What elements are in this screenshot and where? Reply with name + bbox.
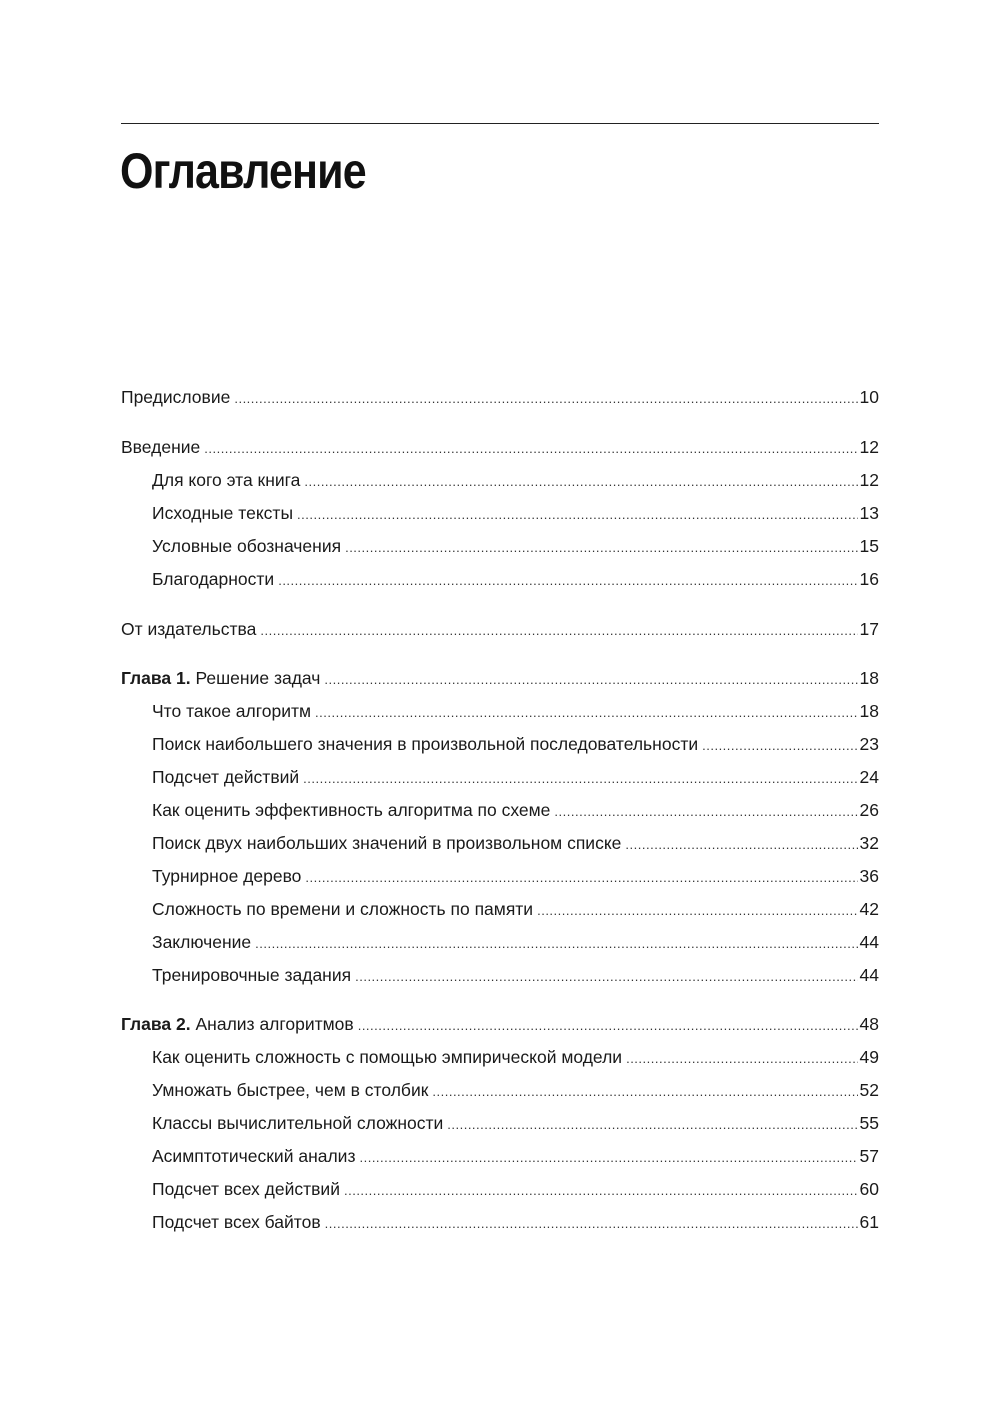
toc-page-number: 10 — [859, 387, 879, 407]
toc-entry-label — [121, 1011, 354, 1037]
toc-entry-title: Умножать быстрее, чем в столбик — [152, 1080, 429, 1100]
toc-entry-label — [152, 797, 550, 823]
toc-entry-title: Для кого эта книга — [152, 470, 301, 490]
toc-page-number: 23 — [859, 734, 879, 754]
toc-page-number: 44 — [859, 932, 879, 952]
toc-section-entry[interactable] — [152, 797, 879, 823]
toc-entry-label — [152, 731, 698, 757]
toc-entry-label — [152, 1110, 443, 1136]
toc-dot-leader — [702, 733, 857, 759]
toc-page-number: 57 — [859, 1146, 879, 1166]
toc-entry-title: Условные обозначения — [152, 536, 342, 556]
toc-entry-title: Подсчет действий — [152, 767, 300, 787]
toc-page-number: 36 — [859, 866, 879, 886]
toc-page-number: 18 — [859, 701, 879, 721]
toc-entry-label — [152, 467, 300, 493]
toc-section-entry[interactable] — [152, 1209, 879, 1235]
toc-dot-leader — [554, 799, 857, 825]
toc-entry-title: Заключение — [152, 932, 252, 952]
toc-entry-title: Турнирное дерево — [152, 866, 302, 886]
toc-entry-label — [152, 764, 299, 790]
toc-page-number: 12 — [859, 470, 879, 490]
toc-entry-label — [152, 1044, 622, 1070]
toc-chapter-entry[interactable] — [121, 1011, 879, 1037]
toc-dot-leader — [303, 766, 857, 792]
toc-chapter-number: Глава 1. — [121, 668, 191, 688]
toc-chapter-entry[interactable] — [121, 665, 879, 691]
toc-entry-title: Исходные тексты — [152, 503, 294, 523]
toc-section-entry[interactable] — [152, 764, 879, 790]
toc-entry-label — [152, 896, 533, 922]
toc-page-number: 12 — [859, 437, 879, 457]
toc-section-entry[interactable] — [152, 896, 879, 922]
toc-section-entry[interactable] — [152, 929, 879, 955]
toc-dot-leader — [315, 700, 857, 726]
toc-page-number: 17 — [859, 619, 879, 639]
toc-entry-label — [121, 616, 256, 642]
toc-page-number: 55 — [859, 1113, 879, 1133]
toc-entry-title: Как оценить эффективность алгоритма по схеме — [152, 800, 551, 820]
toc-dot-leader — [432, 1079, 857, 1105]
toc-page-number: 26 — [859, 800, 879, 820]
toc-entry-label — [121, 384, 230, 410]
toc-page-number: 49 — [859, 1047, 879, 1067]
toc-entry-title: Предисловие — [121, 387, 231, 407]
toc-page-number: 61 — [859, 1212, 879, 1232]
toc-entry-title: Поиск двух наибольших значений в произвольном списке — [152, 833, 622, 853]
toc-entry-title: От издательства — [121, 619, 257, 639]
toc-section-entry[interactable] — [152, 1077, 879, 1103]
toc-entry-label — [152, 1176, 340, 1202]
toc-section-entry[interactable] — [152, 1044, 879, 1070]
toc-entry-label — [152, 533, 341, 559]
toc-dot-leader — [626, 1046, 857, 1072]
toc-entry-label — [121, 434, 200, 460]
toc-entry-title: Введение — [121, 437, 201, 457]
toc-section-entry[interactable] — [152, 962, 879, 988]
toc-entry-label — [152, 830, 621, 856]
toc-section-entry[interactable] — [152, 1143, 879, 1169]
toc-entry-label — [152, 1143, 355, 1169]
toc-section-entry[interactable] — [152, 566, 879, 592]
toc-dot-leader — [358, 1013, 858, 1039]
toc-section-entry[interactable] — [152, 863, 879, 889]
toc-entry-title: Что такое алгоритм — [152, 701, 312, 721]
toc-entry-title: Решение задач — [195, 668, 321, 688]
toc-entry-title: Подсчет всех байтов — [152, 1212, 321, 1232]
toc-entry-title: Асимптотический анализ — [152, 1146, 356, 1166]
toc-page-number: 52 — [859, 1080, 879, 1100]
toc-entry-title: Анализ алгоритмов — [195, 1014, 354, 1034]
toc-entry-label — [152, 929, 251, 955]
toc-dot-leader — [278, 568, 857, 594]
toc-dot-leader — [359, 1145, 857, 1171]
toc-page-number: 42 — [859, 899, 879, 919]
toc-dot-leader — [234, 386, 857, 412]
toc-dot-leader — [305, 865, 857, 891]
toc-entry-title: Благодарности — [152, 569, 275, 589]
toc-dot-leader — [324, 667, 857, 693]
toc-entry[interactable] — [121, 616, 879, 642]
toc-dot-leader — [260, 618, 857, 644]
toc-section-entry[interactable] — [152, 1176, 879, 1202]
page-title: Оглавление — [120, 143, 366, 199]
toc-dot-leader — [344, 1178, 858, 1204]
toc-entry-title: Поиск наибольшего значения в произвольной последовательности — [152, 734, 699, 754]
toc-entry-label — [152, 863, 301, 889]
toc-page-number: 48 — [859, 1014, 879, 1034]
top-rule — [121, 123, 879, 124]
toc-dot-leader — [625, 832, 857, 858]
toc-section-entry[interactable] — [152, 830, 879, 856]
toc-page-number: 60 — [859, 1179, 879, 1199]
toc-entry-title: Классы вычислительной сложности — [152, 1113, 444, 1133]
toc-entry-label — [152, 962, 351, 988]
toc-dot-leader — [355, 964, 857, 990]
toc-entry-label — [152, 1209, 321, 1235]
toc-chapter-number: Глава 2. — [121, 1014, 191, 1034]
toc-entry-title: Как оценить сложность с помощью эмпирической модели — [152, 1047, 623, 1067]
toc-dot-leader — [204, 436, 857, 462]
toc-entry-label — [152, 566, 274, 592]
toc-page-number: 24 — [859, 767, 879, 787]
toc-entry-title: Сложность по времени и сложность по памяти — [152, 899, 534, 919]
toc-page-number: 44 — [859, 965, 879, 985]
toc-dot-leader — [297, 502, 858, 528]
toc-entry-title: Подсчет всех действий — [152, 1179, 340, 1199]
toc-page-number: 15 — [859, 536, 879, 556]
toc-dot-leader — [255, 931, 857, 957]
toc-entry-label — [152, 1077, 428, 1103]
toc-dot-leader — [345, 535, 857, 561]
toc-dot-leader — [447, 1112, 857, 1138]
toc-section-entry[interactable] — [152, 1110, 879, 1136]
toc-page-number: 18 — [859, 668, 879, 688]
toc-entry-label — [152, 500, 293, 526]
toc-section-entry[interactable] — [152, 467, 879, 493]
toc-section-entry[interactable] — [152, 731, 879, 757]
toc-section-entry[interactable] — [152, 500, 879, 526]
toc-dot-leader — [325, 1211, 858, 1237]
toc-section-entry[interactable] — [152, 698, 879, 724]
toc-entry-title: Тренировочные задания — [152, 965, 352, 985]
toc-section-entry[interactable] — [152, 533, 879, 559]
toc-entry[interactable] — [121, 434, 879, 460]
toc-dot-leader — [537, 898, 857, 924]
toc-page-number: 32 — [859, 833, 879, 853]
toc-entry-label — [121, 665, 320, 691]
toc-page-number: 13 — [859, 503, 879, 523]
toc-page-number: 16 — [859, 569, 879, 589]
toc-entry[interactable] — [121, 384, 879, 410]
toc-dot-leader — [304, 469, 857, 495]
toc-entry-label — [152, 698, 311, 724]
